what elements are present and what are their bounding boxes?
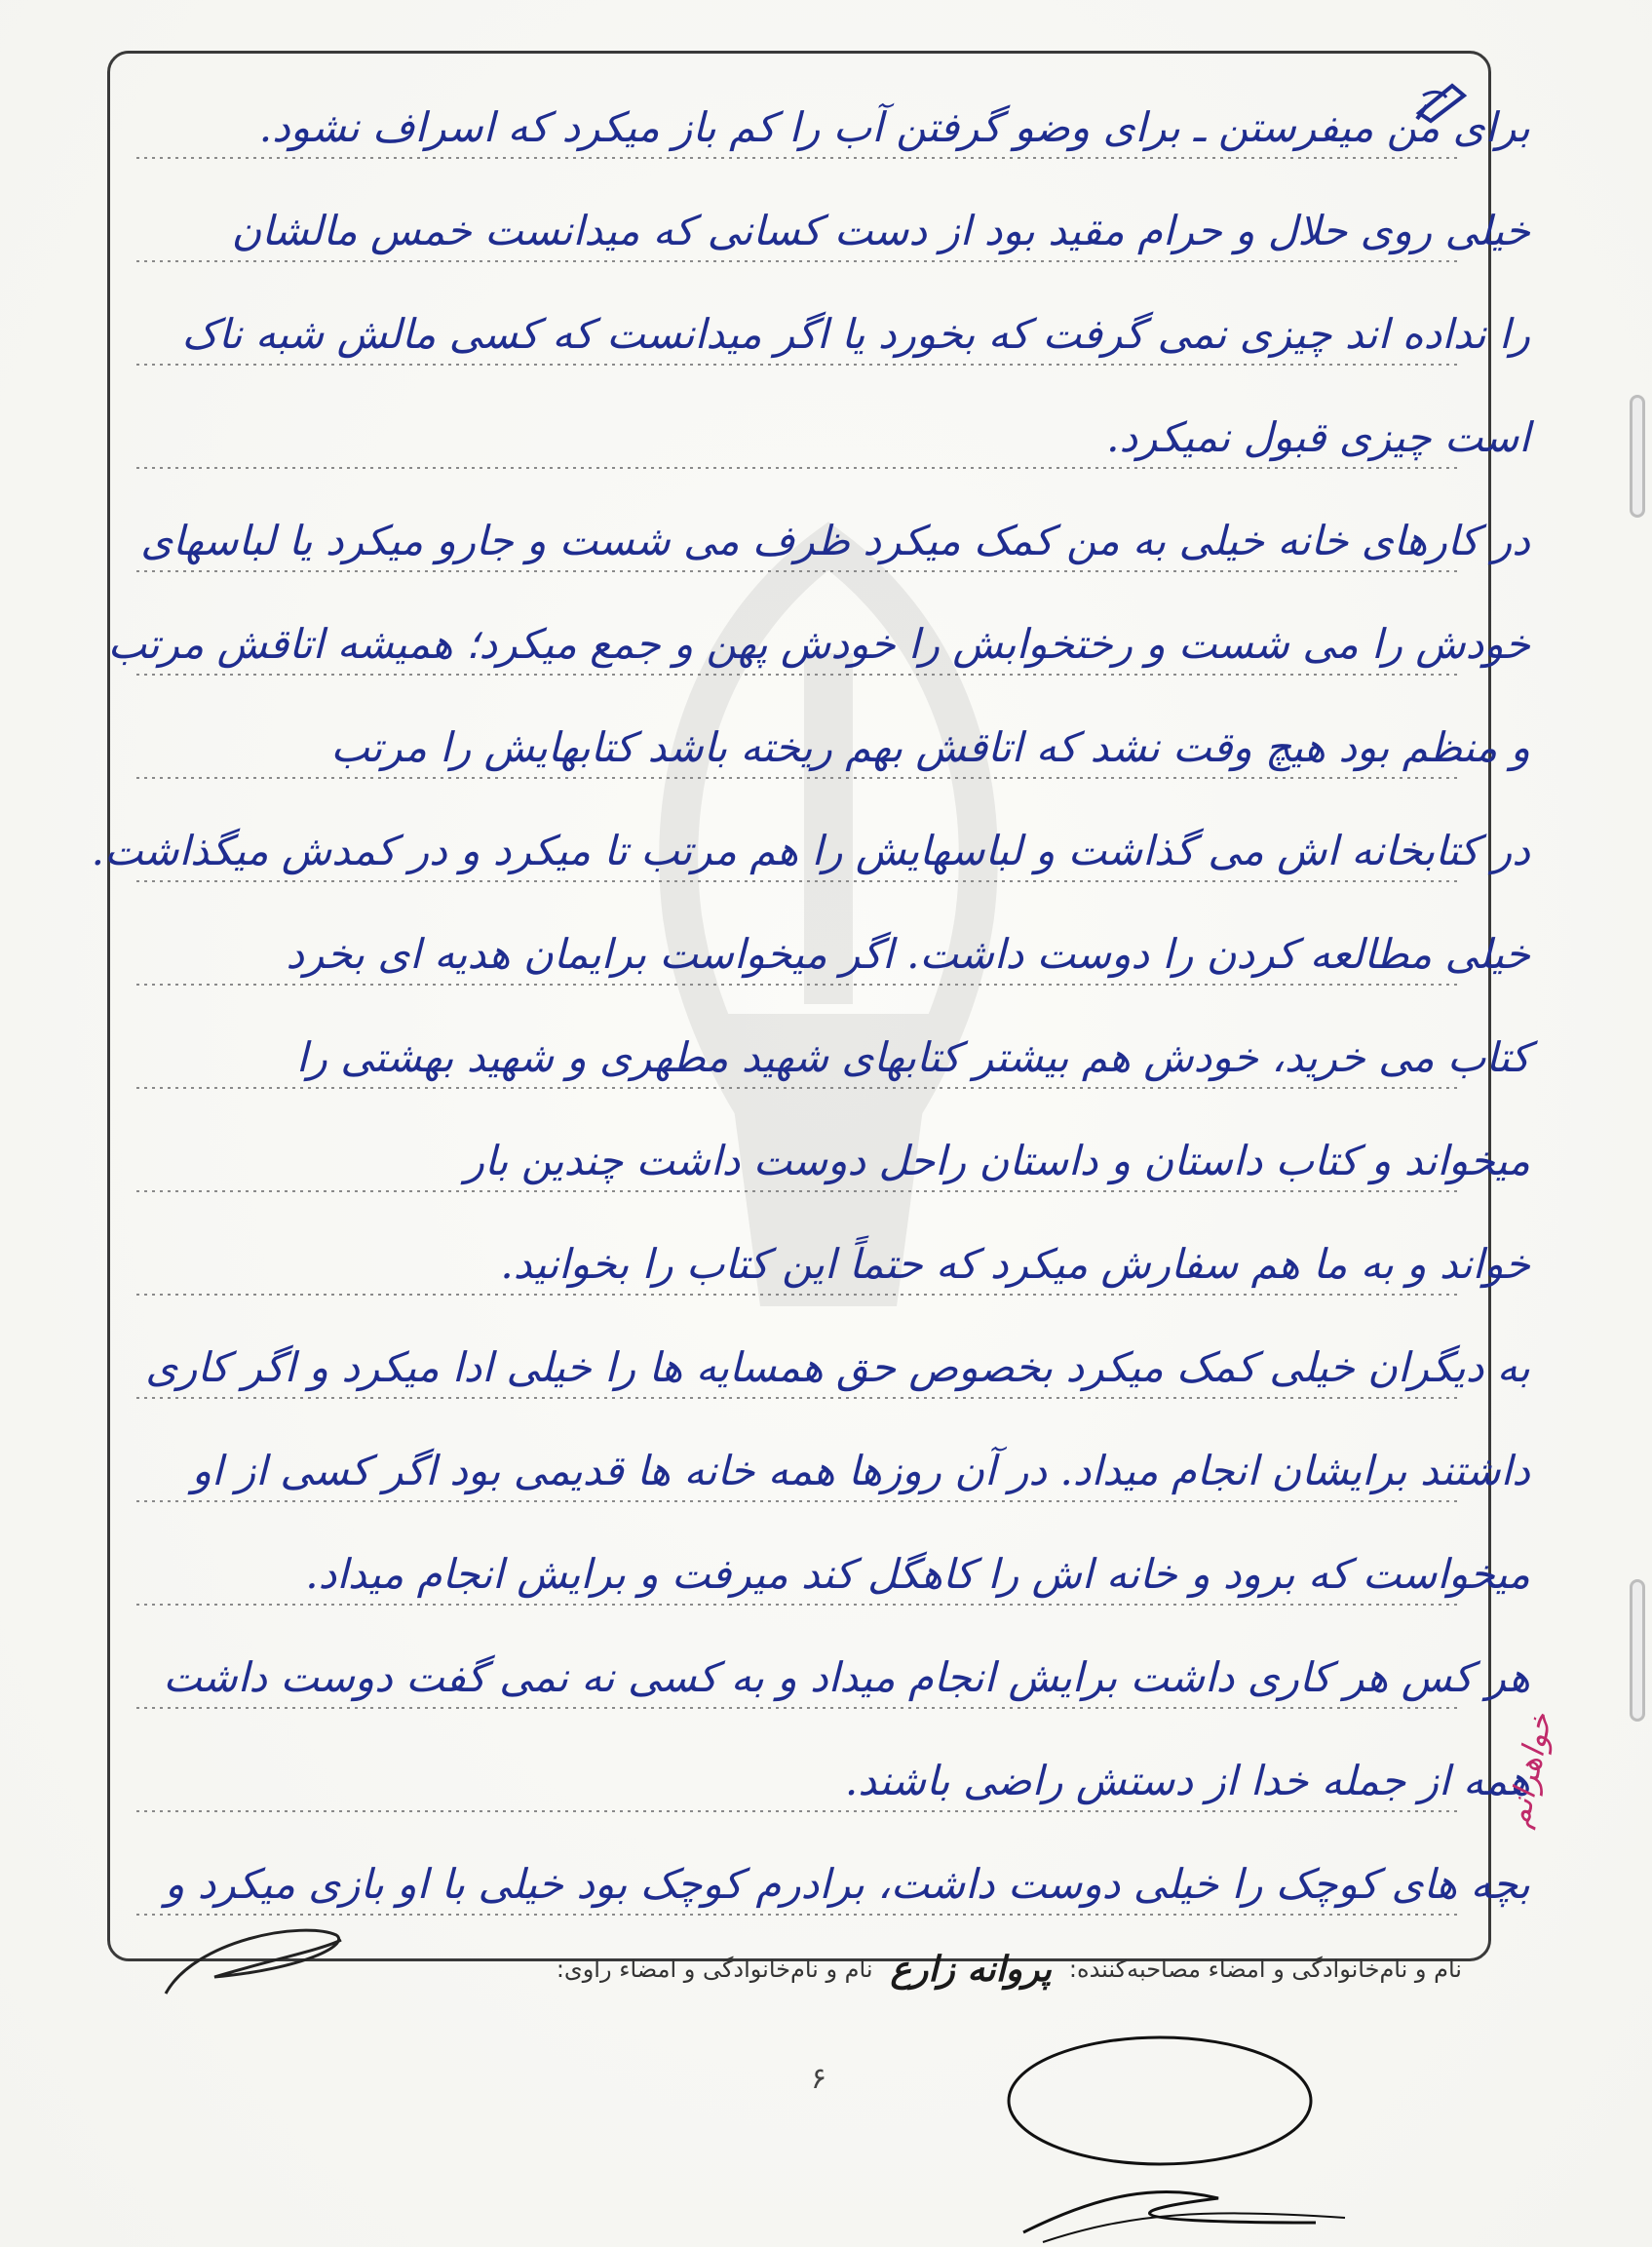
narrator-label: نام و نام‌خانوادگی و امضاء راوی: [556,1956,873,1983]
handwritten-text [58,76,1598,1936]
staple-icon [1630,395,1645,518]
text-line: برای من میفرستن ـ برای وضو گرفتن آب را کم باز میکرد که اسراف نشود. [258,103,1530,151]
staple-icon [1630,1579,1645,1722]
text-line: هر کس هر کاری داشت برایش انجام میداد و به کسی نه نمی گفت دوست داشت [163,1653,1530,1701]
text-line: را نداده اند چیزی نمی گرفت که بخورد یا اگر میدانست که کسی مالش شبه ناک [181,310,1530,358]
text-line: داشتند برایشان انجام میداد. در آن روزها همه خانه ها قدیمی بود اگر کسی از او [191,1447,1530,1494]
text-line: میخواست که برود و خانه اش را کاهگل کند میرفت و برایش انجام میداد. [305,1550,1530,1598]
text-line: میخواند و کتاب داستان و داستان راحل دوست داشت چندین بار [464,1137,1530,1184]
text-line: در کتابخانه اش می گذاشت و لباسهایش را هم مرتب تا میکرد و در کمدش میگذاشت. [91,827,1530,874]
text-line: خیلی روی حلال و حرام مقید بود از دست کسانی که میدانست خمس مالشان [231,207,1530,254]
text-line: خواند و به ما هم سفارش میکرد که حتماً این کتاب را بخوانید. [500,1240,1530,1288]
text-line: همه از جمله خدا از دستش راضی باشند. [844,1757,1530,1804]
text-line: به دیگران خیلی کمک میکرد بخصوص حق همسایه ها را خیلی ادا میکرد و اگر کاری [145,1343,1530,1391]
interviewer-name: پروانه زارع [890,1949,1052,1990]
signature-scribble-icon [965,2028,1355,2247]
text-line: است چیزی قبول نمیکرد. [1106,413,1530,461]
page-number: ۶ [811,2062,827,2096]
text-line: بچه های کوچک را خیلی دوست داشت، برادرم کوچک بود خیلی با او بازی میکرد و [165,1860,1530,1908]
text-line: و منظم بود هیچ وقت نشد که اتاقش بهم ریخته باشد کتابهایش را مرتب [330,723,1530,771]
text-line: خیلی مطالعه کردن را دوست داشت. اگر میخواست برایمان هدیه ای بخرد [286,930,1530,978]
narrator-signature-icon [156,1901,351,2008]
text-line: کتاب می خرید، خودش هم بیشتر کتابهای شهید مطهری و شهید بهشتی را [295,1033,1530,1081]
text-line: در کارهای خانه خیلی به من کمک میکرد ظرف می شست و جارو میکرد یا لباسهای [140,517,1530,564]
text-line: خودش را می شست و رختخوابش را خودش پهن و جمع میکرد؛ همیشه اتاقش مرتب [107,620,1530,668]
interviewer-label: نام و نام‌خانوادگی و امضاء مصاحبه‌کننده: [1068,1956,1462,1983]
margin-note: خواهرانم [1499,1709,1559,1831]
